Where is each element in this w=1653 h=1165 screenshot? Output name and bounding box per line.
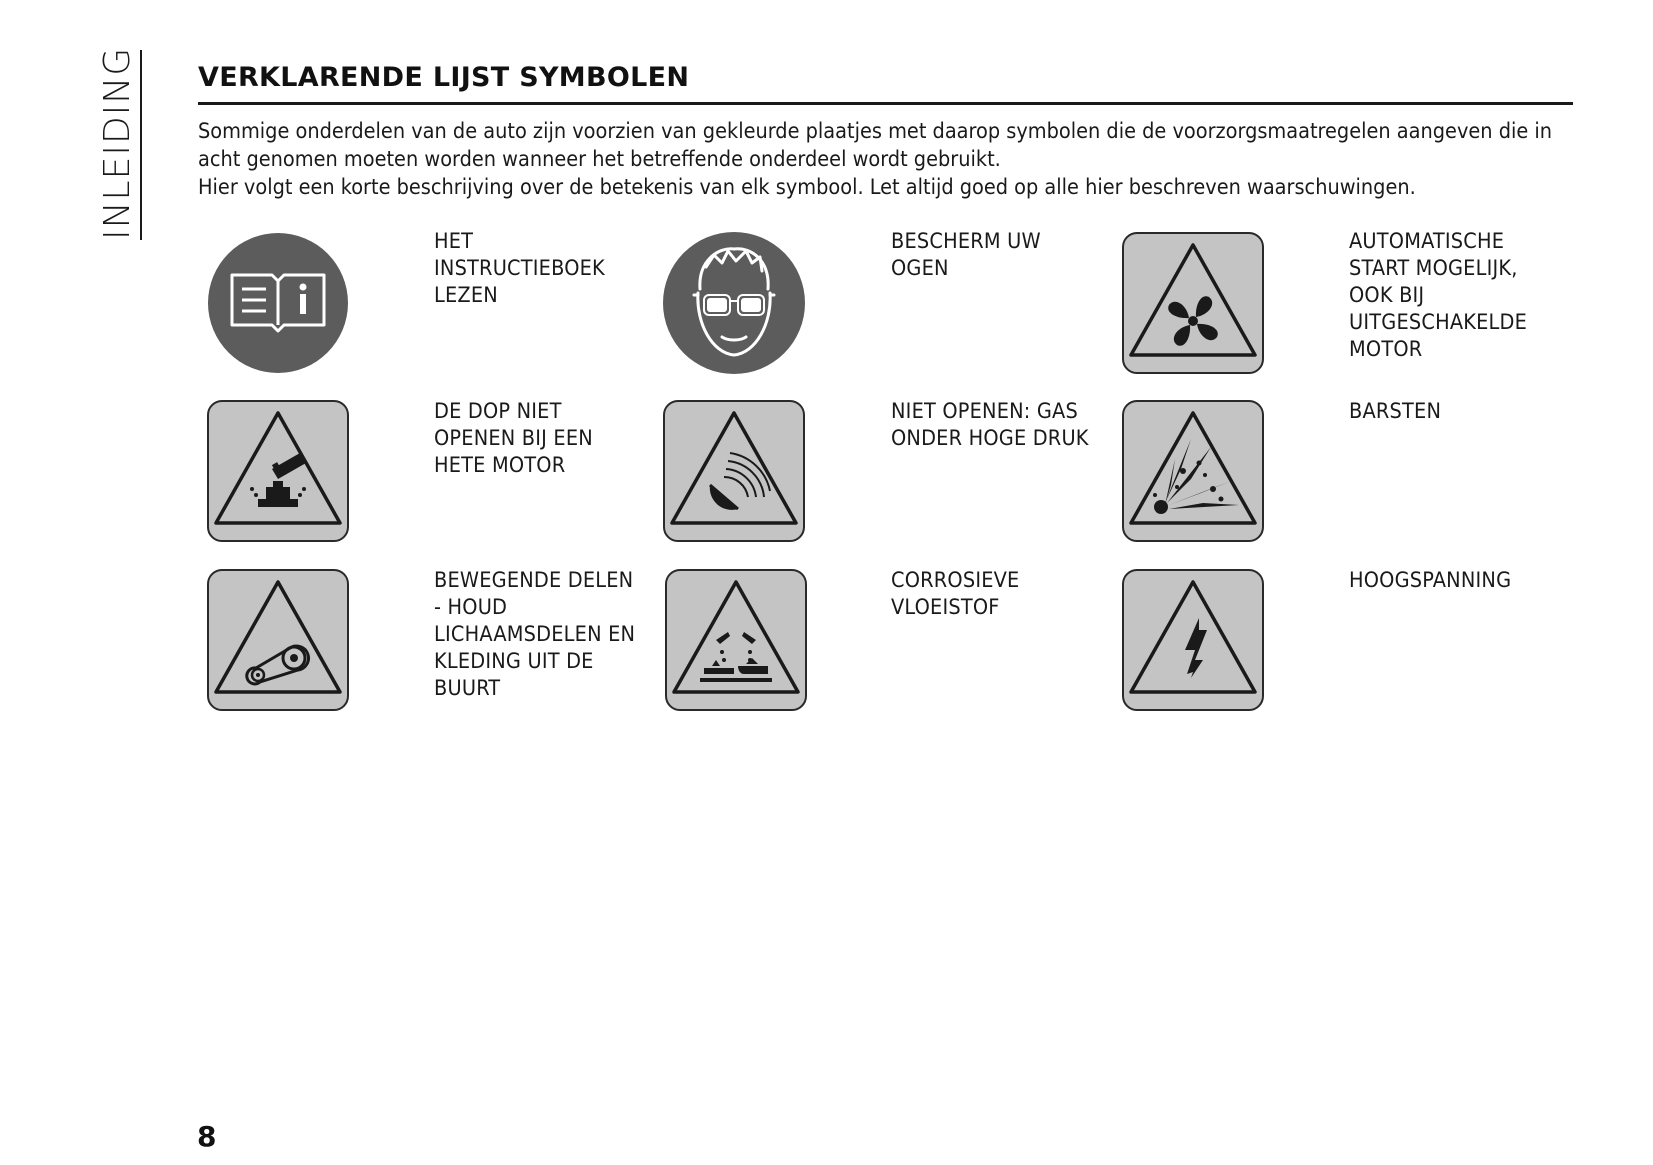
symbol-label-high-voltage: HOOGSPANNING bbox=[1349, 568, 1512, 593]
symbol-label-hot-cap: DE DOP NIET OPENEN BIJ EEN HETE MOTOR bbox=[434, 399, 593, 478]
moving-parts-warning-icon bbox=[206, 568, 350, 712]
symbol-label-corrosive: CORROSIEVE VLOEISTOF bbox=[891, 568, 1020, 620]
title-underline bbox=[198, 102, 1573, 105]
symbol-label-pressurized-gas: NIET OPENEN: GAS ONDER HOGE DRUK bbox=[891, 399, 1089, 451]
read-manual-icon bbox=[206, 231, 350, 375]
section-tab bbox=[96, 46, 140, 240]
symbol-label-fan-warning: AUTOMATISCHE START MOGELIJK, OOK BIJ UITGESCHAKELDE MOTOR bbox=[1349, 229, 1528, 362]
section-tab-rule bbox=[140, 50, 142, 240]
hot-cap-warning-icon bbox=[206, 399, 350, 543]
symbol-label-explosion: BARSTEN bbox=[1349, 399, 1442, 424]
corrosive-warning-icon bbox=[664, 568, 808, 712]
pressurized-gas-warning-icon bbox=[662, 399, 806, 543]
fan-warning-icon bbox=[1121, 231, 1265, 375]
explosion-warning-icon bbox=[1121, 399, 1265, 543]
symbol-label-eye-protection: BESCHERM UW OGEN bbox=[891, 229, 1041, 281]
page-number: 8 bbox=[197, 1120, 217, 1153]
intro-text bbox=[198, 118, 1578, 202]
eye-protection-icon bbox=[662, 231, 806, 375]
intro-paragraph-2: Hier volgt een korte beschrijving over de betekenis van elk symbool. Let altijd goed op alle hier beschreven waarschuwingen. bbox=[198, 175, 1416, 200]
high-voltage-warning-icon bbox=[1121, 568, 1265, 712]
symbol-label-read-manual: HET INSTRUCTIEBOEK LEZEN bbox=[434, 229, 605, 308]
section-tab-label: INLEIDING bbox=[97, 46, 138, 240]
symbol-label-moving-parts: BEWEGENDE DELEN - HOUD LICHAAMSDELEN EN KLEDING UIT DE BUURT bbox=[434, 568, 636, 701]
intro-paragraph-1: Sommige onderdelen van de auto zijn voorzien van gekleurde plaatjes met daarop symbolen die de voorzorgsmaatregelen aangeven die in acht genomen moeten worden wanneer het betreffende onderdeel wordt gebruikt. bbox=[198, 119, 1553, 172]
page-title: VERKLARENDE LIJST SYMBOLEN bbox=[198, 62, 690, 93]
